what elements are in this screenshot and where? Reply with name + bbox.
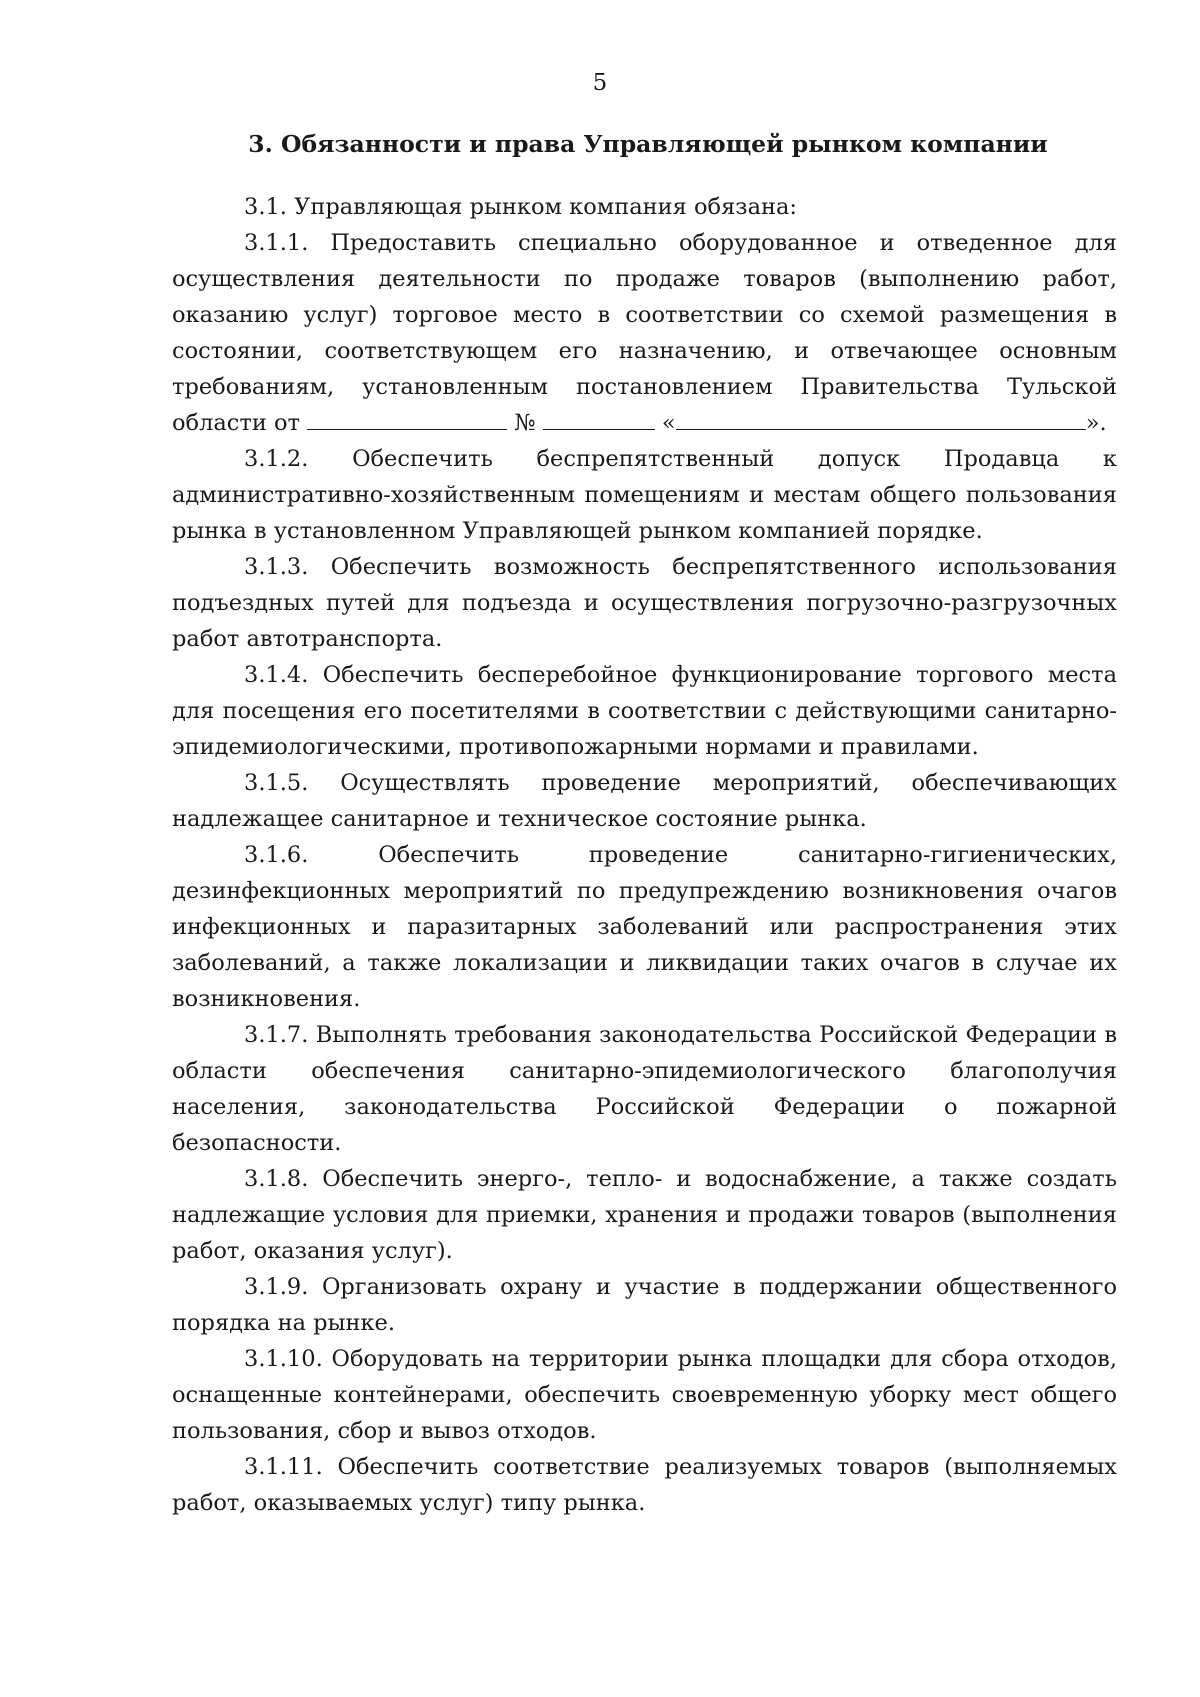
paragraph-3-1-1 bbox=[172, 225, 1117, 441]
paragraph-3-1-3: 3.1.3. Обеспечить возможность беспрепятственного использования подъездных путей для подъезда и осуществления погрузочно-разгрузочных работ автотранспорта. bbox=[172, 554, 1117, 652]
paragraph-3-1-9: 3.1.9. Организовать охрану и участие в поддержании общественного порядка на рынке. bbox=[172, 1274, 1117, 1336]
paragraph-3-1: 3.1. Управляющая рынком компания обязана: bbox=[244, 194, 797, 220]
date-blank-line bbox=[307, 407, 507, 430]
page-number: 5 bbox=[592, 70, 608, 96]
paragraph-3-1-4: 3.1.4. Обеспечить бесперебойное функционирование торгового места для посещения его посетителями в соответствии с действующими санитарно-эпидемиологическими, противопожарными нормами и правилами. bbox=[172, 662, 1117, 760]
quote-close: ». bbox=[1085, 410, 1107, 436]
paragraph-3-1-1-text: 3.1.1. Предоставить специально оборудованное и отведенное для осуществления деятельности по продаже товаров (выполнению работ, оказанию услуг) торговое место в соответствии со схемой размещения в состоянии, соответствующем его назначению, и отвечающее основным требованиям, установленным постановлением Правительства Тульской области от bbox=[172, 230, 1117, 436]
paragraph-3-1-2: 3.1.2. Обеспечить беспрепятственный допуск Продавца к административно-хозяйственным помещениям и местам общего пользования рынка в установленном Управляющей рынком компанией порядке. bbox=[172, 446, 1117, 544]
paragraph-3-1-5: 3.1.5. Осуществлять проведение мероприятий, обеспечивающих надлежащее санитарное и техническое состояние рынка. bbox=[172, 770, 1117, 832]
document-body bbox=[172, 189, 1117, 1521]
section-title: 3. Обязанности и права Управляющей рынком компании bbox=[248, 130, 1048, 158]
quote-open: « bbox=[661, 410, 676, 436]
paragraph-3-1-6: 3.1.6. Обеспечить проведение санитарно-гигиенических, дезинфекционных мероприятий по предупреждению возникновения очагов инфекционных и паразитарных заболеваний или распространения этих заболеваний, а также локализации и ликвидации таких очагов в случае их возникновения. bbox=[172, 842, 1117, 1012]
paragraph-3-1-8: 3.1.8. Обеспечить энерго-, тепло- и водоснабжение, а также создать надлежащие условия для приемки, хранения и продажи товаров (выполнения работ, оказания услуг). bbox=[172, 1166, 1117, 1264]
number-blank-line bbox=[543, 407, 655, 430]
paragraph-3-1-11: 3.1.11. Обеспечить соответствие реализуемых товаров (выполняемых работ, оказываемых услуг) типу рынка. bbox=[172, 1454, 1117, 1516]
title-blank-line bbox=[676, 407, 1086, 430]
paragraph-3-1-10: 3.1.10. Оборудовать на территории рынка площадки для сбора отходов, оснащенные контейнерами, обеспечить своевременную уборку мест общего пользования, сбор и вывоз отходов. bbox=[172, 1346, 1117, 1444]
number-sign: № bbox=[514, 410, 536, 436]
paragraph-3-1-7: 3.1.7. Выполнять требования законодательства Российской Федерации в области обеспечения санитарно-эпидемиологического благополучия населения, законодательства Российской Федерации о пожарной безопасности. bbox=[172, 1022, 1117, 1156]
